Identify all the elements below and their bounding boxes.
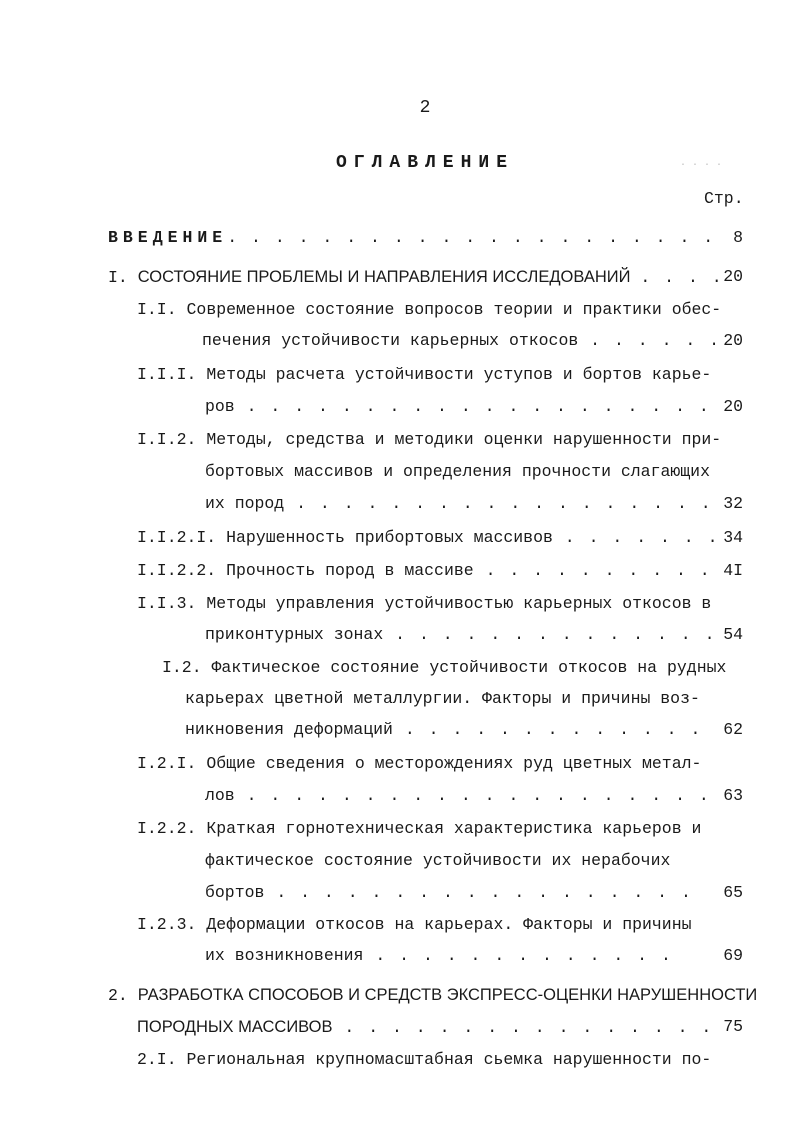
toc-entry-line: [137, 300, 721, 320]
toc-entry-page: 62: [723, 720, 743, 739]
toc-entry-line: [205, 494, 713, 514]
toc-entry-page: 75: [723, 1017, 743, 1036]
toc-entry-line: [108, 985, 757, 1006]
toc-entry-line: [137, 365, 711, 385]
toc-entry-line: [185, 689, 700, 709]
toc-entry-line: [137, 594, 711, 614]
page-number: 2: [419, 98, 431, 118]
toc-entry-text: Деформации откосов на карьерах. Факторы и причины: [206, 915, 692, 934]
page-column-label: Стр.: [704, 189, 744, 208]
toc-entry-page: 20: [723, 397, 743, 416]
toc-entry-text: Общие сведения о месторождениях руд цветных метал-: [206, 754, 702, 773]
toc-entry-line: [205, 946, 673, 966]
toc-entry-text: Методы управления устойчивостью карьерных откосов в: [206, 594, 712, 613]
toc-entry-line: [137, 561, 712, 581]
toc-entry-line: [205, 786, 711, 806]
toc-entry-text: бортовых массивов и определения прочности слагающих: [205, 462, 710, 481]
toc-entry-number: I.I.2.2.: [137, 561, 217, 580]
toc-entry-line: [205, 462, 710, 482]
leader-dots: . . . . . . . . . . . . . . . . . . . .: [234, 397, 711, 416]
toc-entry-page: 54: [723, 625, 743, 644]
toc-entry-number: I.I.I.: [137, 365, 197, 384]
toc-entry-number: I.I.: [137, 300, 177, 319]
toc-entry-line: [108, 228, 715, 248]
toc-entry-text: СОСТОЯНИЕ ПРОБЛЕМЫ И НАПРАВЛЕНИЯ ИССЛЕДОВАНИЙ: [137, 268, 631, 286]
toc-entry-text: Региональная крупномасштабная сьемка нарушенности по-: [186, 1050, 712, 1069]
toc-entry-page: 34: [723, 528, 743, 547]
leader-dots: . . . . . . . . . . . . .: [392, 720, 703, 739]
toc-entry-line: [185, 720, 702, 740]
toc-entry-number: 2.: [108, 986, 128, 1005]
toc-entry-line: [108, 267, 724, 288]
leader-dots: . . . . . . . . . .: [473, 561, 712, 580]
leader-dots: . . . . . .: [578, 331, 722, 350]
toc-entry-line: [137, 915, 692, 935]
leader-dots: . . . . . . . . . . . . . . . . . .: [264, 883, 693, 902]
toc-entry-text: их пород: [205, 494, 285, 513]
leader-dots: . . . . . . . . . . . . . . . . . . . .: [234, 786, 711, 805]
leader-dots: . . . . . . . . . . . . .: [363, 946, 673, 965]
toc-entry-text: фактическое состояние устойчивости их нерабочих: [205, 851, 671, 870]
leader-dots: . . . .: [640, 268, 724, 287]
toc-entry-line: [205, 883, 693, 903]
toc-entry-text: Краткая горнотехническая характеристика карьеров и: [206, 819, 702, 838]
toc-title: ОГЛАВЛЕНИЕ: [335, 153, 515, 173]
toc-entry-text: Методы расчета устойчивости уступов и бортов карье-: [206, 365, 712, 384]
toc-entry-number: I.I.2.I.: [137, 528, 217, 547]
toc-entry-page: 8: [733, 228, 743, 247]
toc-entry-text: ВВЕДЕНИЕ: [108, 228, 228, 247]
toc-entry-text: ров: [205, 397, 235, 416]
toc-entry-text: лов: [205, 786, 235, 805]
toc-entry-page: 20: [723, 267, 743, 286]
toc-entry-line: [162, 658, 726, 678]
toc-entry-text: карьерах цветной металлургии. Факторы и причины воз-: [185, 689, 700, 708]
toc-entry-page: 20: [723, 331, 743, 350]
toc-entry-page: 69: [723, 946, 743, 965]
toc-entry-line: [205, 397, 711, 417]
toc-entry-line: [137, 1050, 711, 1070]
toc-entry-number: I.2.3.: [137, 915, 197, 934]
leader-dots: . . . . . . . . . . . . . .: [383, 625, 717, 644]
toc-entry-line: [137, 819, 701, 839]
toc-entry-number: I.: [108, 268, 128, 287]
scan-smudge: · · · ·: [680, 160, 723, 171]
toc-entry-line: [137, 1017, 713, 1038]
toc-entry-number: I.I.2.: [137, 430, 197, 449]
toc-entry-line: [202, 331, 721, 351]
toc-entry-text: Методы, средства и методики оценки нарушенности при-: [206, 430, 722, 449]
toc-entry-page: 32: [723, 494, 743, 513]
toc-entry-text: Современное состояние вопросов теории и практики обес-: [186, 300, 722, 319]
toc-entry-number: I.I.3.: [137, 594, 197, 613]
toc-entry-text: печения устойчивости карьерных откосов: [202, 331, 579, 350]
toc-entry-text: никновения деформаций: [185, 720, 393, 739]
toc-entry-number: I.2.2.: [137, 819, 197, 838]
toc-entry-number: I.2.: [162, 658, 202, 677]
toc-entry-text: приконтурных зонах: [205, 625, 384, 644]
toc-entry-text: РАЗРАБОТКА СПОСОБОВ И СРЕДСТВ ЭКСПРЕСС-ОЦЕНКИ НАРУШЕННОСТИ: [137, 986, 758, 1004]
toc-entry-page: 65: [723, 883, 743, 902]
toc-entry-number: I.2.I.: [137, 754, 197, 773]
toc-entry-line: [137, 754, 701, 774]
leader-dots: . . . . . . . . . . . . . . . .: [332, 1018, 714, 1037]
toc-entry-number: 2.I.: [137, 1050, 177, 1069]
leader-dots: . . . . . . .: [552, 528, 720, 547]
leader-dots: . . . . . . . . . . . . . . . . . .: [284, 494, 713, 513]
toc-entry-text: Фактическое состояние устойчивости откосов на рудных: [211, 658, 727, 677]
toc-entry-line: [205, 625, 716, 645]
toc-entry-text: Нарушенность прибортовых массивов: [226, 528, 553, 547]
toc-entry-page: 4I: [723, 561, 743, 580]
toc-entry-text: ПОРОДНЫХ МАССИВОВ: [137, 1018, 333, 1036]
toc-entry-line: [137, 528, 720, 548]
toc-entry-text: их возникновения: [205, 946, 364, 965]
toc-entry-line: [137, 430, 721, 450]
toc-entry-text: Прочность пород в массиве: [226, 561, 474, 580]
leader-dots: . . . . . . . . . . . . . . . . . . . . .: [227, 228, 716, 247]
toc-entry-line: [205, 851, 670, 871]
toc-entry-text: бортов: [205, 883, 265, 902]
toc-entry-page: 63: [723, 786, 743, 805]
